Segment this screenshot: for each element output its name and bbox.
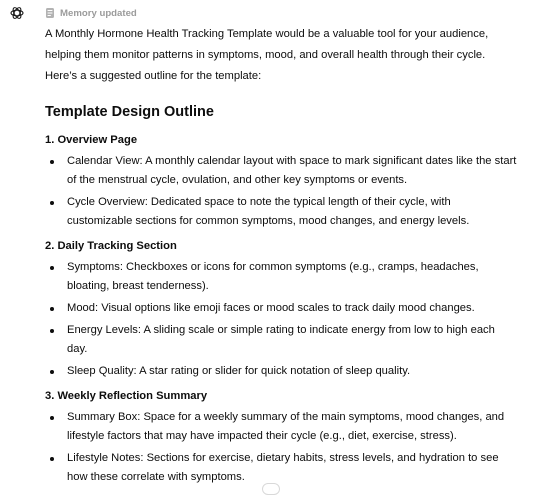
list-item [45, 152, 517, 190]
list-item [45, 321, 517, 359]
openai-logo-icon [9, 5, 25, 21]
list-item [45, 299, 517, 318]
item-term: Calendar View: [67, 155, 143, 167]
item-term: Lifestyle Notes: [67, 452, 144, 464]
item-term: Symptoms: [67, 261, 123, 273]
list-item [45, 408, 517, 446]
item-text: A sliding scale or simple rating to indicate energy from low to high each day. [67, 324, 495, 355]
item-term: Sleep Quality: [67, 365, 137, 377]
section-heading-overview: 1. Overview Page [45, 134, 138, 146]
item-text: A monthly calendar layout with space to mark significant dates like the start of the menstrual cycle, ovulation, and other key symptoms or events. [67, 155, 517, 186]
assistant-avatar [8, 4, 25, 21]
scroll-down-button[interactable] [262, 483, 280, 495]
memory-icon [45, 7, 55, 19]
list-item [45, 193, 517, 231]
memory-status-text: Memory updated [60, 7, 137, 19]
list-item [45, 449, 517, 487]
list-item [45, 362, 517, 381]
weekly-reflection-list [45, 408, 517, 487]
item-text: Dedicated space to note the typical length of their cycle, with customizable sections for common symptoms, mood changes, and energy levels. [67, 196, 470, 227]
item-term: Summary Box: [67, 411, 141, 423]
memory-updated-indicator[interactable] [45, 5, 137, 21]
item-text: Checkboxes or icons for common symptoms (e.g., cramps, headaches, bloating, breast tenderness). [67, 261, 479, 292]
daily-tracking-list [45, 258, 517, 381]
item-term: Energy Levels: [67, 324, 142, 336]
item-text: Sections for exercise, dietary habits, stress levels, and hydration to see how these correlate with symptoms. [67, 452, 499, 483]
outline-heading: Template Design Outline [45, 104, 214, 120]
section-heading-weekly-reflection: 3. Weekly Reflection Summary [45, 390, 208, 402]
intro-paragraph: A Monthly Hormone Health Tracking Template would be a valuable tool for your audience, helping them monitor patterns in symptoms, mood, and overall health through their cycle. Here’s a suggested outline for the template: [45, 28, 489, 82]
section-heading-daily-tracking: 2. Daily Tracking Section [45, 240, 177, 252]
item-text: Space for a weekly summary of the main symptoms, mood changes, and lifestyle factors that may have impacted their cycle (e.g., diet, exercise, stress). [67, 411, 505, 442]
overview-list [45, 152, 517, 231]
list-item [45, 258, 517, 296]
item-term: Mood: [67, 302, 99, 314]
item-term: Cycle Overview: [67, 196, 148, 208]
item-text: A star rating or slider for quick notation of sleep quality. [136, 365, 411, 377]
item-text: Visual options like emoji faces or mood scales to track daily mood changes. [98, 302, 475, 314]
assistant-message [45, 24, 517, 490]
